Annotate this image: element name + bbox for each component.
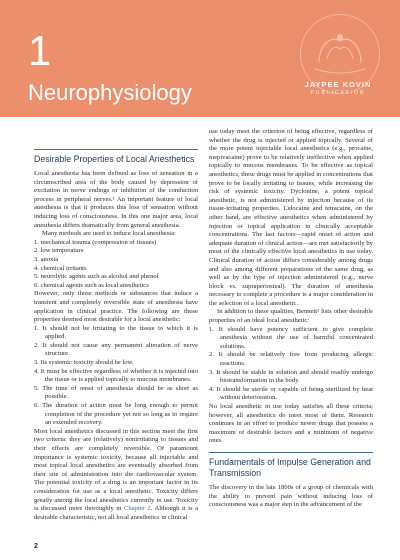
paragraph: However, only those methods or substances that induce a transient and completely reversible state of anesthesia have application in clinical practice. The following are those properties deemed most desirable for a local anesthetic: <box>34 290 198 324</box>
list-item: 2. It should not cause any permanent alteration of nerve structure. <box>34 341 198 358</box>
publisher-logo <box>290 8 386 104</box>
paragraph: The discovery in the late 1800s of a group of chemicals with the ability to prevent pain without inducing loss of consciousness was a major step in the advancement of the <box>209 483 373 509</box>
list-item: 1. It should not be irritating to the tissue to which it is applied. <box>34 324 198 341</box>
list-item: 6. chemical agents such as local anesthetics <box>34 281 149 289</box>
list-item: 4. It should be sterile or capable of being sterilized by heat without deterioration. <box>209 385 373 402</box>
methods-list <box>34 239 198 291</box>
list-item: 3. Its systemic toxicity should be low. <box>34 359 134 367</box>
list-item: 3. It should be stable in solution and should readily undergo biotransformation in the body. <box>209 368 373 385</box>
paragraph-text: Most local anesthetics discussed in this section meet the first two criteria: they are (relatively) nonirritating to tissues and their effects are completely reversible. Of paramount importance is systemic toxicity, because all injectable and most topical local anesthetics are eventually absorbed from their site of administration into the cardiovascular system. The potential toxicity of a drug is an important factor in its consideration for use as a local anesthetic. Toxicity differs greatly among the local anesthetics currently in use. Toxicity is discussed more thoroughly in <box>34 427 198 513</box>
paragraph: Local anesthesia has been defined as loss of sensation in a circumscribed area of the body caused by depression of excitation in nerve endings or inhibition of the conduction process in peripheral nerves.¹ An important feature of local anesthesia is that it produces this loss of sensation without inducing loss of consciousness. In this one major area, local anesthesia differs dramatically from general anesthesia. <box>34 170 198 229</box>
paragraph: In addition to these qualities, Bennett² lists other desirable properties of an ideal local anesthetic: <box>209 308 373 325</box>
list-item: 2. It should be relatively free from producing allergic reactions. <box>209 351 373 368</box>
chapter-banner <box>0 0 400 117</box>
right-column <box>209 128 373 510</box>
paragraph: use today meet the criterion of being effective, regardless of whether the drug is injected or applied topically. Several of the more potent injectable local anesthetics (e.g., procaine, mepivacaine) prove to be relatively ineffective when applied topically to mucous membranes. To be effective as topical anesthetics, these drugs must be applied in concentrations that prove to be locally irritating to tissues, while increasing the risk of systemic toxicity. Dyclonine, a potent topical anesthetic, is not administered by injection because of its tissue-irritating properties. Lidocaine and tetracaine, on the other hand, are effective anesthetics when administered by injection or topical application in clinically acceptable concentrations. The last factors—rapid onset of action and adequate duration of clinical action—are met satisfactorily by most of the clinically effective local anesthetics in use today. Clinical duration of action differs considerably among drugs and also among different preparations of the same drug, as well as by the type of injection administered (e.g., nerve block vs. supraperiosteal). The duration of anesthesia necessary to complete a procedure is a major consideration in the selection of a local anesthetic. <box>209 128 373 307</box>
logo-text: JAYPEE KOVIN <box>304 80 372 89</box>
properties-list <box>34 325 198 428</box>
section-heading: Desirable Properties of Local Anesthetics <box>34 149 198 165</box>
chapter-number: 1 <box>28 27 52 74</box>
section-heading: Fundamentals of Impulse Generation and Transmission <box>209 452 373 479</box>
list-item: 6. The duration of action must be long enough to permit completion of the procedure yet not so long as to require an extended recovery. <box>34 402 198 427</box>
list-item: 4. It must be effective regardless of whether it is injected into the tissue or is applied topically to mucous membranes. <box>34 367 198 384</box>
list-item: 1. mechanical trauma (compression of tissues) <box>34 238 157 246</box>
logo-subtext: PUBLICATION <box>310 90 366 96</box>
paragraph-text: . Although it is a desirable characteristic, not all local anesthetics in clinical <box>34 505 199 521</box>
page-number: 2 <box>34 543 38 550</box>
paragraph <box>34 428 198 523</box>
chapter-title: Neurophysiology <box>28 80 192 105</box>
list-item: 2. low temperature <box>34 247 84 255</box>
paragraph: Many methods are used to induce local anesthesia: <box>42 230 176 238</box>
chapter-2-link[interactable]: Chapter 2 <box>123 505 151 513</box>
paragraph: No local anesthetic in use today satisfies all these criteria; however, all anesthetics do meet most of them. Research continues in an effort to produce newer drugs that possess a maximum of desirable factors and a minimum of negative ones. <box>209 403 373 445</box>
list-item: 4. chemical irritants <box>34 264 87 272</box>
ideal-properties-list <box>209 326 373 403</box>
list-item: 3. anoxia <box>34 255 59 263</box>
left-column <box>34 128 198 522</box>
list-item: 1. It should have potency sufficient to give complete anesthesia without the use of harmful concentrated solutions. <box>209 325 373 350</box>
list-item: 5. neurolytic agents such as alcohol and phenol <box>34 273 159 281</box>
list-item: 5. The time of onset of anesthesia should be as short as possible. <box>34 384 198 401</box>
